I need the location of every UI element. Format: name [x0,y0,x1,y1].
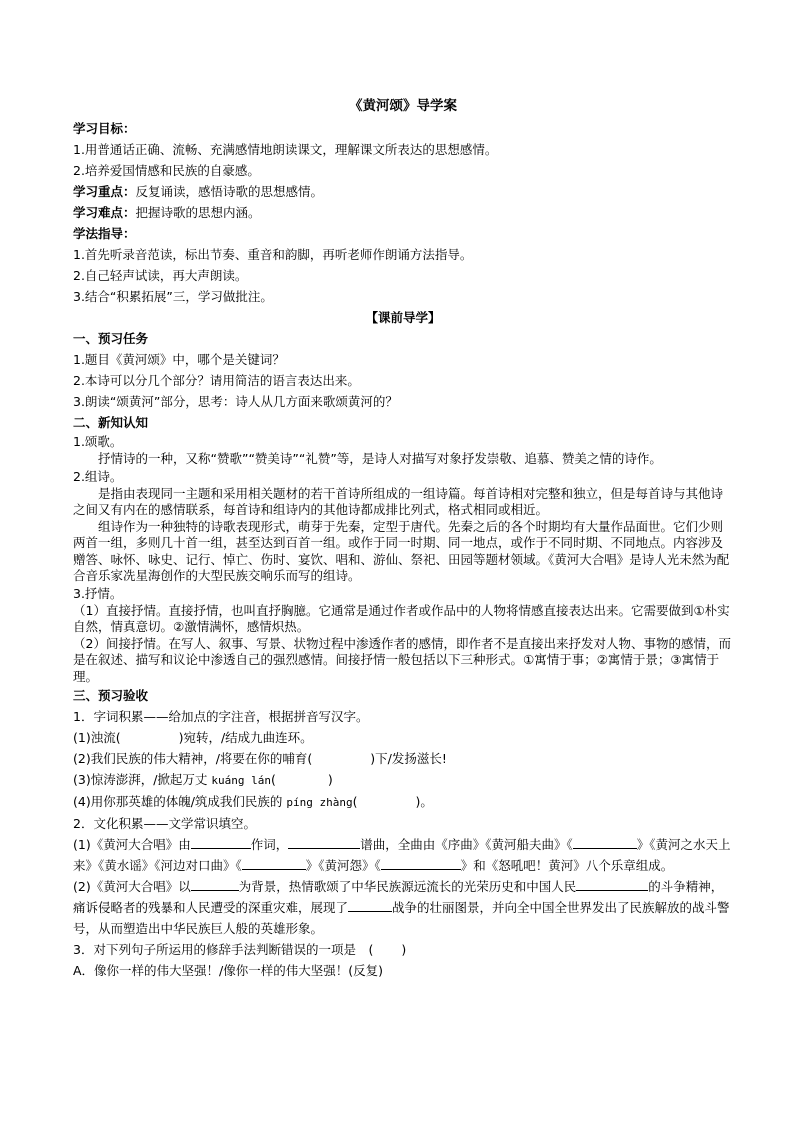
question-text: 谱曲，全曲由《序曲》《黄河船夫曲》《 [360,837,573,852]
question-heading [73,939,733,960]
method-item: 1.首先听录音范读，标出节奏、重音和韵脚，再听老师作朗诵方法指导。 [73,247,473,262]
question-text: ) [401,942,407,957]
question-heading: 2．文化积累——文学常识填空。 [73,816,256,831]
page-title: 《黄河颂》导学案 [349,98,457,114]
key-point-text: 反复诵读，感悟诗歌的思想感情。 [135,184,324,199]
question-line [73,791,733,813]
question-text: ( [352,794,358,809]
difficult-point-text: 把握诗歌的思想内涵。 [135,205,261,220]
question-text: (2)《黄河大合唱》以 [73,879,191,894]
question-text: (2)我们民族的伟大精神，/将要在你的哺育( [73,751,313,766]
task-item: 3.朗读“颂黄河”部分，思考：诗人从几方面来歌颂黄河的？ [73,394,398,409]
knowledge-paragraph: （2）间接抒情。在写人、叙事、写景、状物过程中渗透作者的感情，即作者不是直接出来抒发对人物、事物的感情，而是在叙述、描写和议论中渗透自己的强烈感情。间接抒情一般包括以下三种形式。①寓情于事；②寓情于景；③寓情于理。 [73,635,731,684]
task-item: 1.题目《黄河颂》中，哪个是关键词？ [73,352,285,367]
answer-blank[interactable] [288,835,360,849]
knowledge-paragraph: 组诗作为一种独特的诗歌表现形式，萌芽于先秦，定型于唐代。先秦之后的各个时期均有大量作品面世。它们少则两首一组，多则几十首一组，甚至达到百首一组。或作于同一时期、同一地点，或作于不同时期、不同地点。内容涉及赠答、咏怀、咏史、记行、悼亡、伤时、宴饮、唱和、游仙、祭祀、田园等题材领域。《黄河大合唱》是诗人光未然为配合音乐家冼星海创作的大型民族交响乐而写的组诗。 [73,518,730,583]
question-text: 为背景，热情歌颂了中华民族源远流长的光荣历史和中国人民 [238,879,577,894]
question-line [73,727,733,748]
question-text: 战争的壮丽图景，并向全中国全世界发出了民族解放的战斗警号，从而塑造出中华民族巨人般的英雄形象。 [73,900,730,936]
method-heading: 学法指导： [73,226,136,241]
difficult-point-label: 学习难点： [73,205,136,220]
goal-item: 1.用普通话正确、流畅、充满感情地朗读课文，理解课文所表达的思想感情。 [73,142,498,157]
question-text: )。 [415,794,433,809]
knowledge-paragraph: 抒情诗的一种，又称“赞歌”“赞美诗”“礼赞”等，是诗人对描写对象抒发崇敬、追慕、赞美之情的诗作。 [98,451,662,466]
fill-paragraph [73,834,733,876]
goal-item: 2.培养爱国情感和民族的自豪感。 [73,163,260,178]
document-page [73,96,733,981]
key-point-label: 学习重点： [73,184,136,199]
question-text: 》《黄河怨》《 [305,858,381,873]
section-heading: 二、新知认知 [73,415,149,430]
knowledge-label: 1.颂歌。 [73,434,123,449]
knowledge-paragraph: （1）直接抒情。直接抒情，也叫直抒胸臆。它通常是通过作者或作品中的人物将情感直接表达出来。它需要做到①朴实自然，情真意切。②激情满怀，感情炽热。 [73,602,730,634]
task-item: 2.本诗可以分几个部分？请用简洁的语言表达出来。 [73,373,360,388]
section-heading: 三、预习验收 [73,688,149,703]
question-text: ( [271,772,276,787]
question-heading: 1．字词积累——给加点的字注音，根据拼音写汉字。 [73,709,369,724]
pinyin-text: píng zhàng [286,796,353,809]
question-text: (1)浊流( [73,730,121,745]
question-line [73,769,733,791]
pinyin-text: kuáng lán [211,774,272,787]
method-item: 3.结合“积累拓展”三，学习做批注。 [73,289,273,304]
answer-blank[interactable] [348,898,392,912]
question-text: 的斗争精神，痛诉侵略者的残暴和人民遭受的深重灾难，展现了 [73,879,724,915]
knowledge-label: 2.组诗。 [73,468,123,484]
question-text: 3．对下列句子所运用的修辞手法判断错误的一项是 ( [73,942,374,957]
question-text: 作词， [250,837,289,852]
answer-blank[interactable] [242,856,306,870]
question-text: ) [327,772,333,787]
difficult-point [73,202,733,223]
answer-blank[interactable] [191,835,251,849]
goals-heading: 学习目标： [73,121,136,136]
answer-blank[interactable] [576,877,648,891]
answer-blank[interactable] [191,877,239,891]
section-banner: 【课前导学】 [365,310,441,325]
question-text: 》和《怒吼吧！黄河》八个乐章组成。 [460,858,674,873]
question-text: (3)惊涛澎湃，/掀起万丈 [73,772,208,787]
question-text: )下/发扬滋长! [370,751,447,766]
answer-blank[interactable] [381,856,461,870]
knowledge-label: 3.抒情。 [73,585,123,601]
knowledge-paragraph: 是指由表现同一主题和采用相关题材的若干首诗所组成的一组诗篇。每首诗相对完整和独立，但是每首诗与其他诗之间又有内在的感情联系，每首诗和组诗内的其他诗都成排比列式，格式相同或相近。 [73,485,724,517]
question-text: (4)用你那英雄的体魄/筑成我们民族的 [73,794,283,809]
answer-blank[interactable] [573,835,637,849]
question-text: 》《黄河之水天上来》《黄水谣》《河边对口曲》《 [73,837,731,873]
question-text: (1)《黄河大合唱》由 [73,837,191,852]
choice-option: A．像你一样的伟大坚强！/像你一样的伟大坚强！(反复) [73,963,384,978]
question-line [73,748,733,769]
question-text: )宛转，/结成九曲连环。 [178,730,313,745]
key-point [73,181,733,202]
method-item: 2.自己轻声试读，再大声朗读。 [73,268,248,283]
section-heading: 一、预习任务 [73,331,149,346]
fill-paragraph [73,876,733,939]
